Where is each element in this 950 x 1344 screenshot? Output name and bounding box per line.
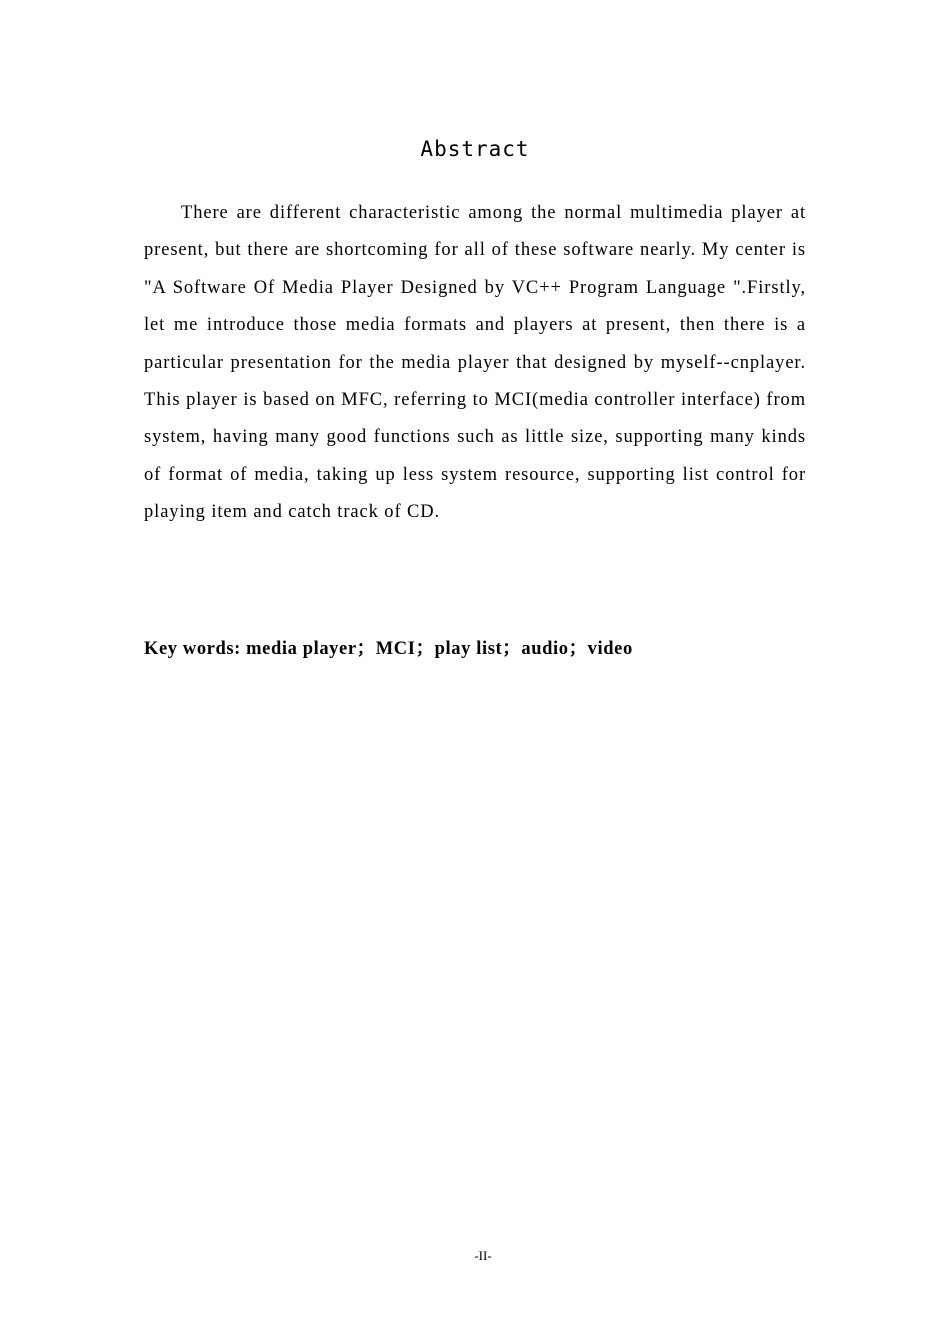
page-number: -II-: [474, 1248, 492, 1263]
abstract-title: Abstract: [420, 137, 530, 161]
abstract-paragraph: There are different characteristic among the normal multimedia player at present, but there are shortcoming for all of these software nearly. My center is "A Software Of Media Player Designed by VC++ Program Language ".Firstly, let me introduce those media formats and players at present, then there is a particular presentation for the media player that designed by myself--cnplayer. This player is based on MFC, referring to MCI(media controller interface) from system, having many good functions such as little size, supporting many kinds of format of media, taking up less system resource, supporting list control for playing item and catch track of CD.: [144, 203, 806, 523]
keywords-line: Key words: media player；MCI；play list；audio；video: [144, 639, 633, 659]
